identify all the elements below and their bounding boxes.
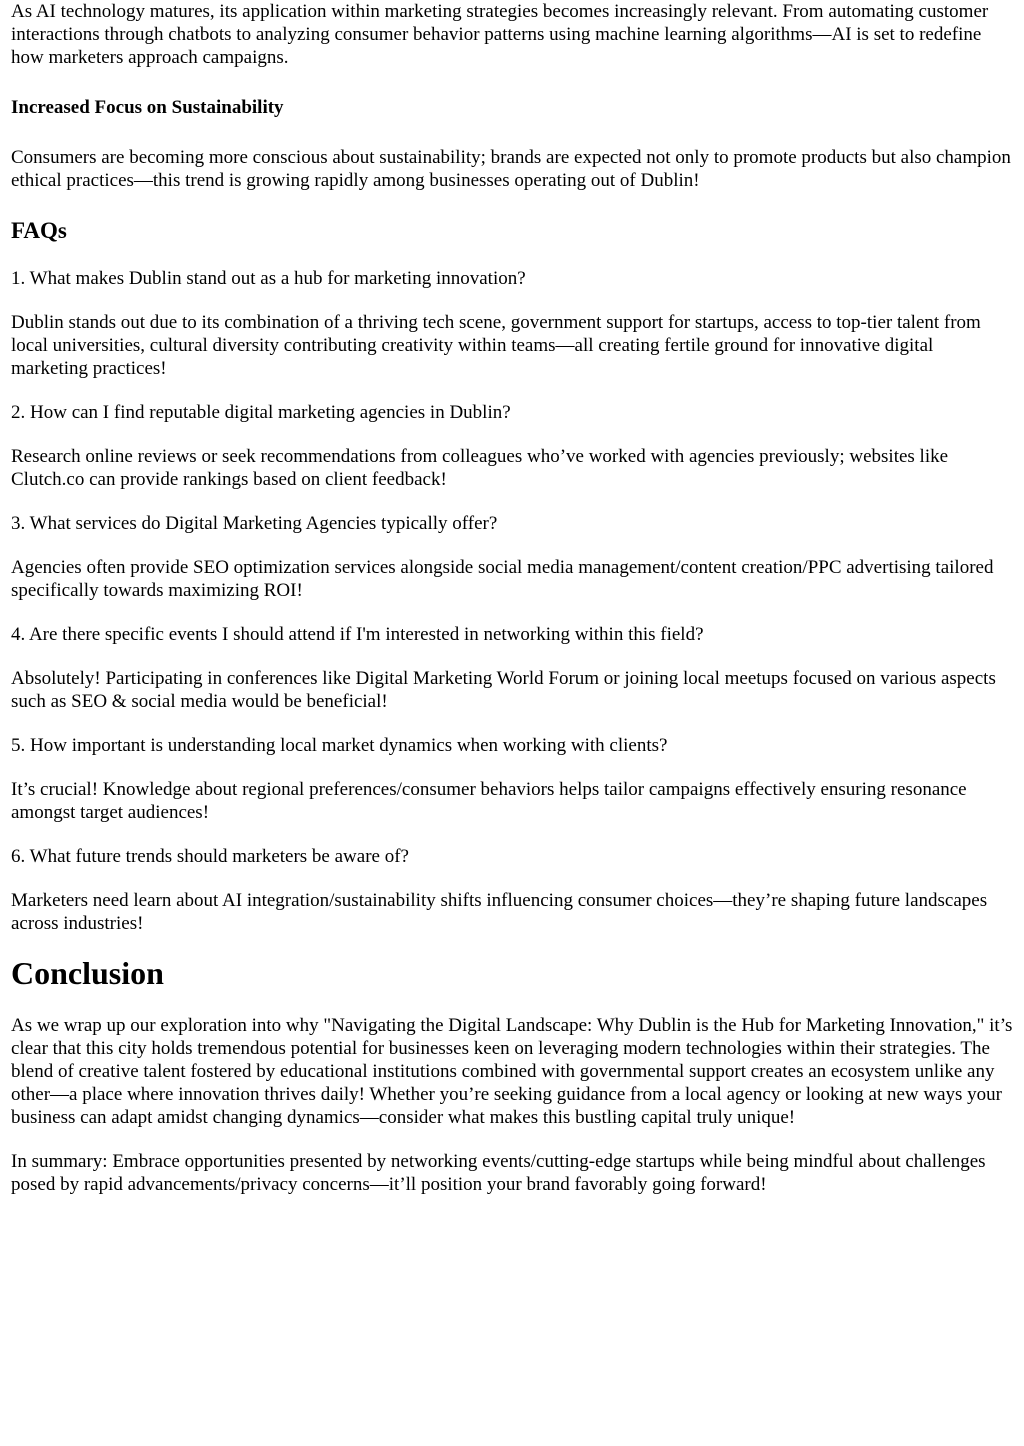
faq-question-5: 5. How important is understanding local market dynamics when working with clients? bbox=[11, 735, 668, 756]
faq-question-4: 4. Are there specific events I should attend if I'm interested in networking within this field? bbox=[11, 624, 704, 645]
faq-answer-4: Absolutely! Participating in conferences like Digital Marketing World Forum or joining local meetups focused on various aspects such as SEO & social media would be beneficial! bbox=[11, 668, 996, 712]
sustainability-heading: Increased Focus on Sustainability bbox=[11, 97, 284, 118]
faq-answer-1: Dublin stands out due to its combination of a thriving tech scene, government support for startups, access to top-tier talent from local universities, cultural diversity contributing creativity within teams—all creating fertile ground for innovative digital marketing practices! bbox=[11, 312, 981, 379]
faq-question-1: 1. What makes Dublin stand out as a hub for marketing innovation? bbox=[11, 268, 526, 289]
conclusion-heading: Conclusion bbox=[11, 955, 164, 991]
conclusion-paragraph-2: In summary: Embrace opportunities presented by networking events/cutting-edge startups while being mindful about challenges posed by rapid advancements/privacy concerns—it’ll position your brand favorably going forward! bbox=[11, 1151, 986, 1195]
faq-answer-3: Agencies often provide SEO optimization services alongside social media management/content creation/PPC advertising tailored specifically towards maximizing ROI! bbox=[11, 557, 994, 601]
faq-question-6: 6. What future trends should marketers be aware of? bbox=[11, 846, 409, 867]
faq-answer-2: Research online reviews or seek recommendations from colleagues who’ve worked with agencies previously; websites like Clutch.co can provide rankings based on client feedback! bbox=[11, 446, 949, 490]
conclusion-paragraph-1: As we wrap up our exploration into why "Navigating the Digital Landscape: Why Dublin is the Hub for Marketing Innovation," it’s clear that this city holds tremendous potential for businesses keen on leveraging modern technologies within their strategies. The blend of creative talent fostered by educational institutions combined with governmental support creates an ecosystem unlike any other—a place where innovation thrives daily! Whether you’re seeking guidance from a local agency or looking at new ways your business can adapt amidst changing dynamics—consider what makes this bustling capital truly unique! bbox=[11, 1015, 1013, 1128]
faq-question-2: 2. How can I find reputable digital marketing agencies in Dublin? bbox=[11, 402, 511, 423]
faq-question-3: 3. What services do Digital Marketing Agencies typically offer? bbox=[11, 513, 498, 534]
intro-paragraph: As AI technology matures, its application within marketing strategies becomes increasingly relevant. From automating customer interactions through chatbots to analyzing consumer behavior patterns using machine learning algorithms—AI is set to redefine how marketers approach campaigns. bbox=[11, 1, 989, 68]
faq-answer-6: Marketers need learn about AI integration/sustainability shifts influencing consumer choices—they’re shaping future landscapes across industries! bbox=[11, 890, 988, 934]
faqs-heading: FAQs bbox=[11, 218, 67, 243]
sustainability-paragraph: Consumers are becoming more conscious about sustainability; brands are expected not only to promote products but also champion ethical practices—this trend is growing rapidly among businesses operating out of Dublin! bbox=[11, 147, 1011, 191]
faq-answer-5: It’s crucial! Knowledge about regional preferences/consumer behaviors helps tailor campaigns effectively ensuring resonance amongst target audiences! bbox=[11, 779, 967, 823]
